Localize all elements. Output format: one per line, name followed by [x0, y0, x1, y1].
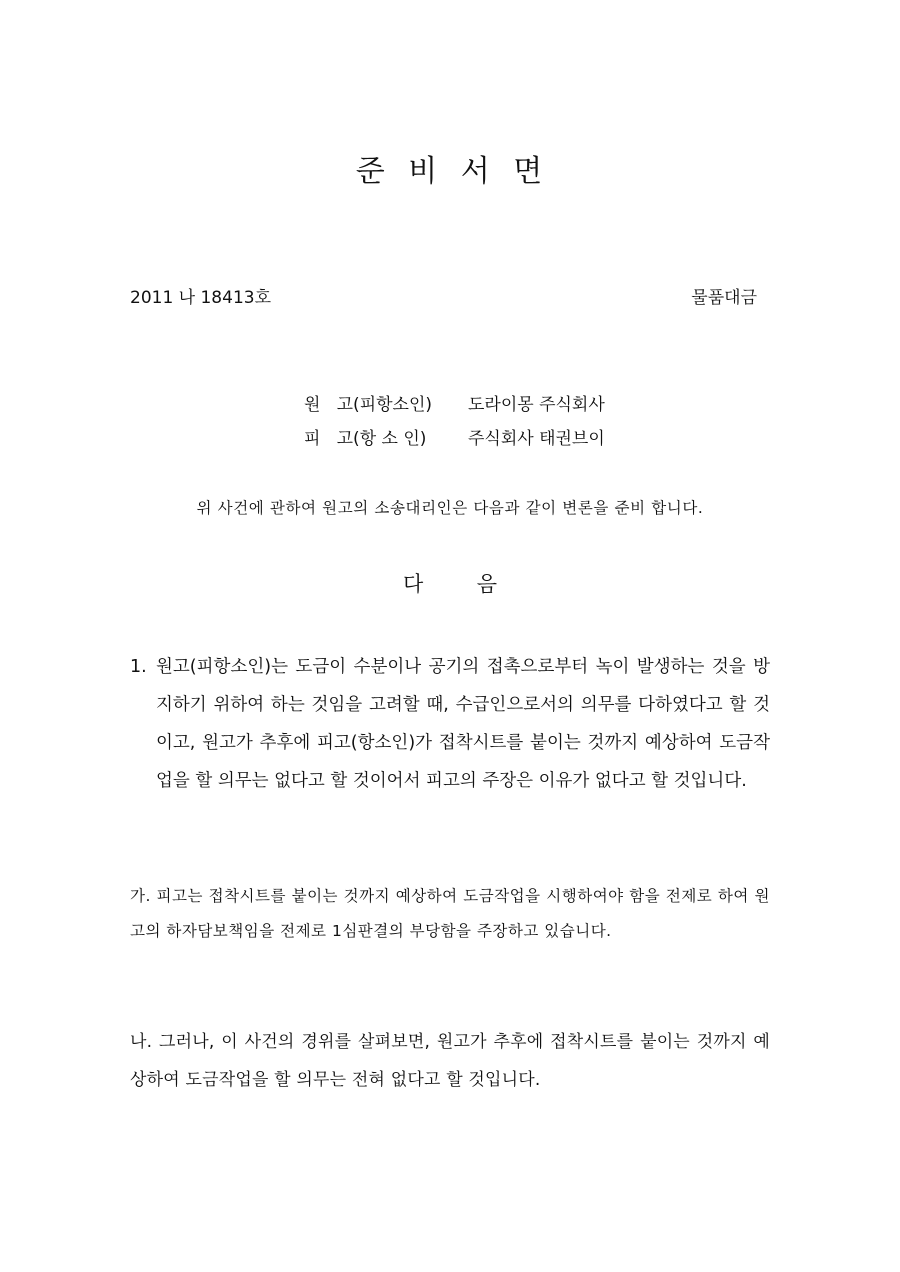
- sub-paragraph-ga: 가. 피고는 접착시트를 붙이는 것까지 예상하여 도금작업을 시행하여야 함을 전제로 하여 원고의 하자담보책임을 전제로 1심판결의 부당함을 주장하고 있습니다.: [130, 887, 770, 940]
- section-heading: 다 음: [403, 572, 497, 596]
- case-number: 2011 나 18413호: [130, 288, 271, 308]
- party-role: 원 고(피항소인): [304, 395, 433, 415]
- case-name: 물품대금: [691, 288, 757, 308]
- party-plaintiff: [304, 388, 605, 422]
- numbered-paragraph-1: [130, 648, 770, 800]
- party-role: 피 고(항 소 인): [304, 429, 427, 449]
- sub-paragraph-na: 나. 그러나, 이 사건의 경위를 살펴보면, 원고가 추후에 접착시트를 붙이는 것까지 예상하여 도금작업을 할 의무는 전혀 없다고 할 것입니다.: [130, 1032, 770, 1090]
- parties-block: [304, 388, 605, 456]
- party-name: 주식회사 태권브이: [468, 429, 605, 449]
- paragraph-text: 원고(피항소인)는 도금이 수분이나 공기의 접촉으로부터 녹이 발생하는 것을 방지하기 위하여 하는 것임을 고려할 때, 수급인으로서의 의무를 다하였다고 할 것이고, 원고가 추후에 피고(항소인)가 접착시트를 붙이는 것까지 예상하여 도금작업을 할 의무는 없다고 할 것이어서 피고의 주장은 이유가 없다고 할 것입니다.: [156, 657, 770, 791]
- party-defendant: [304, 422, 605, 456]
- paragraph-number: 1.: [130, 657, 147, 677]
- intro-sentence: 위 사건에 관하여 원고의 소송대리인은 다음과 같이 변론을 준비 합니다.: [196, 499, 704, 517]
- party-name: 도라이몽 주식회사: [468, 395, 605, 415]
- document-title: 준 비 서 면: [355, 154, 545, 189]
